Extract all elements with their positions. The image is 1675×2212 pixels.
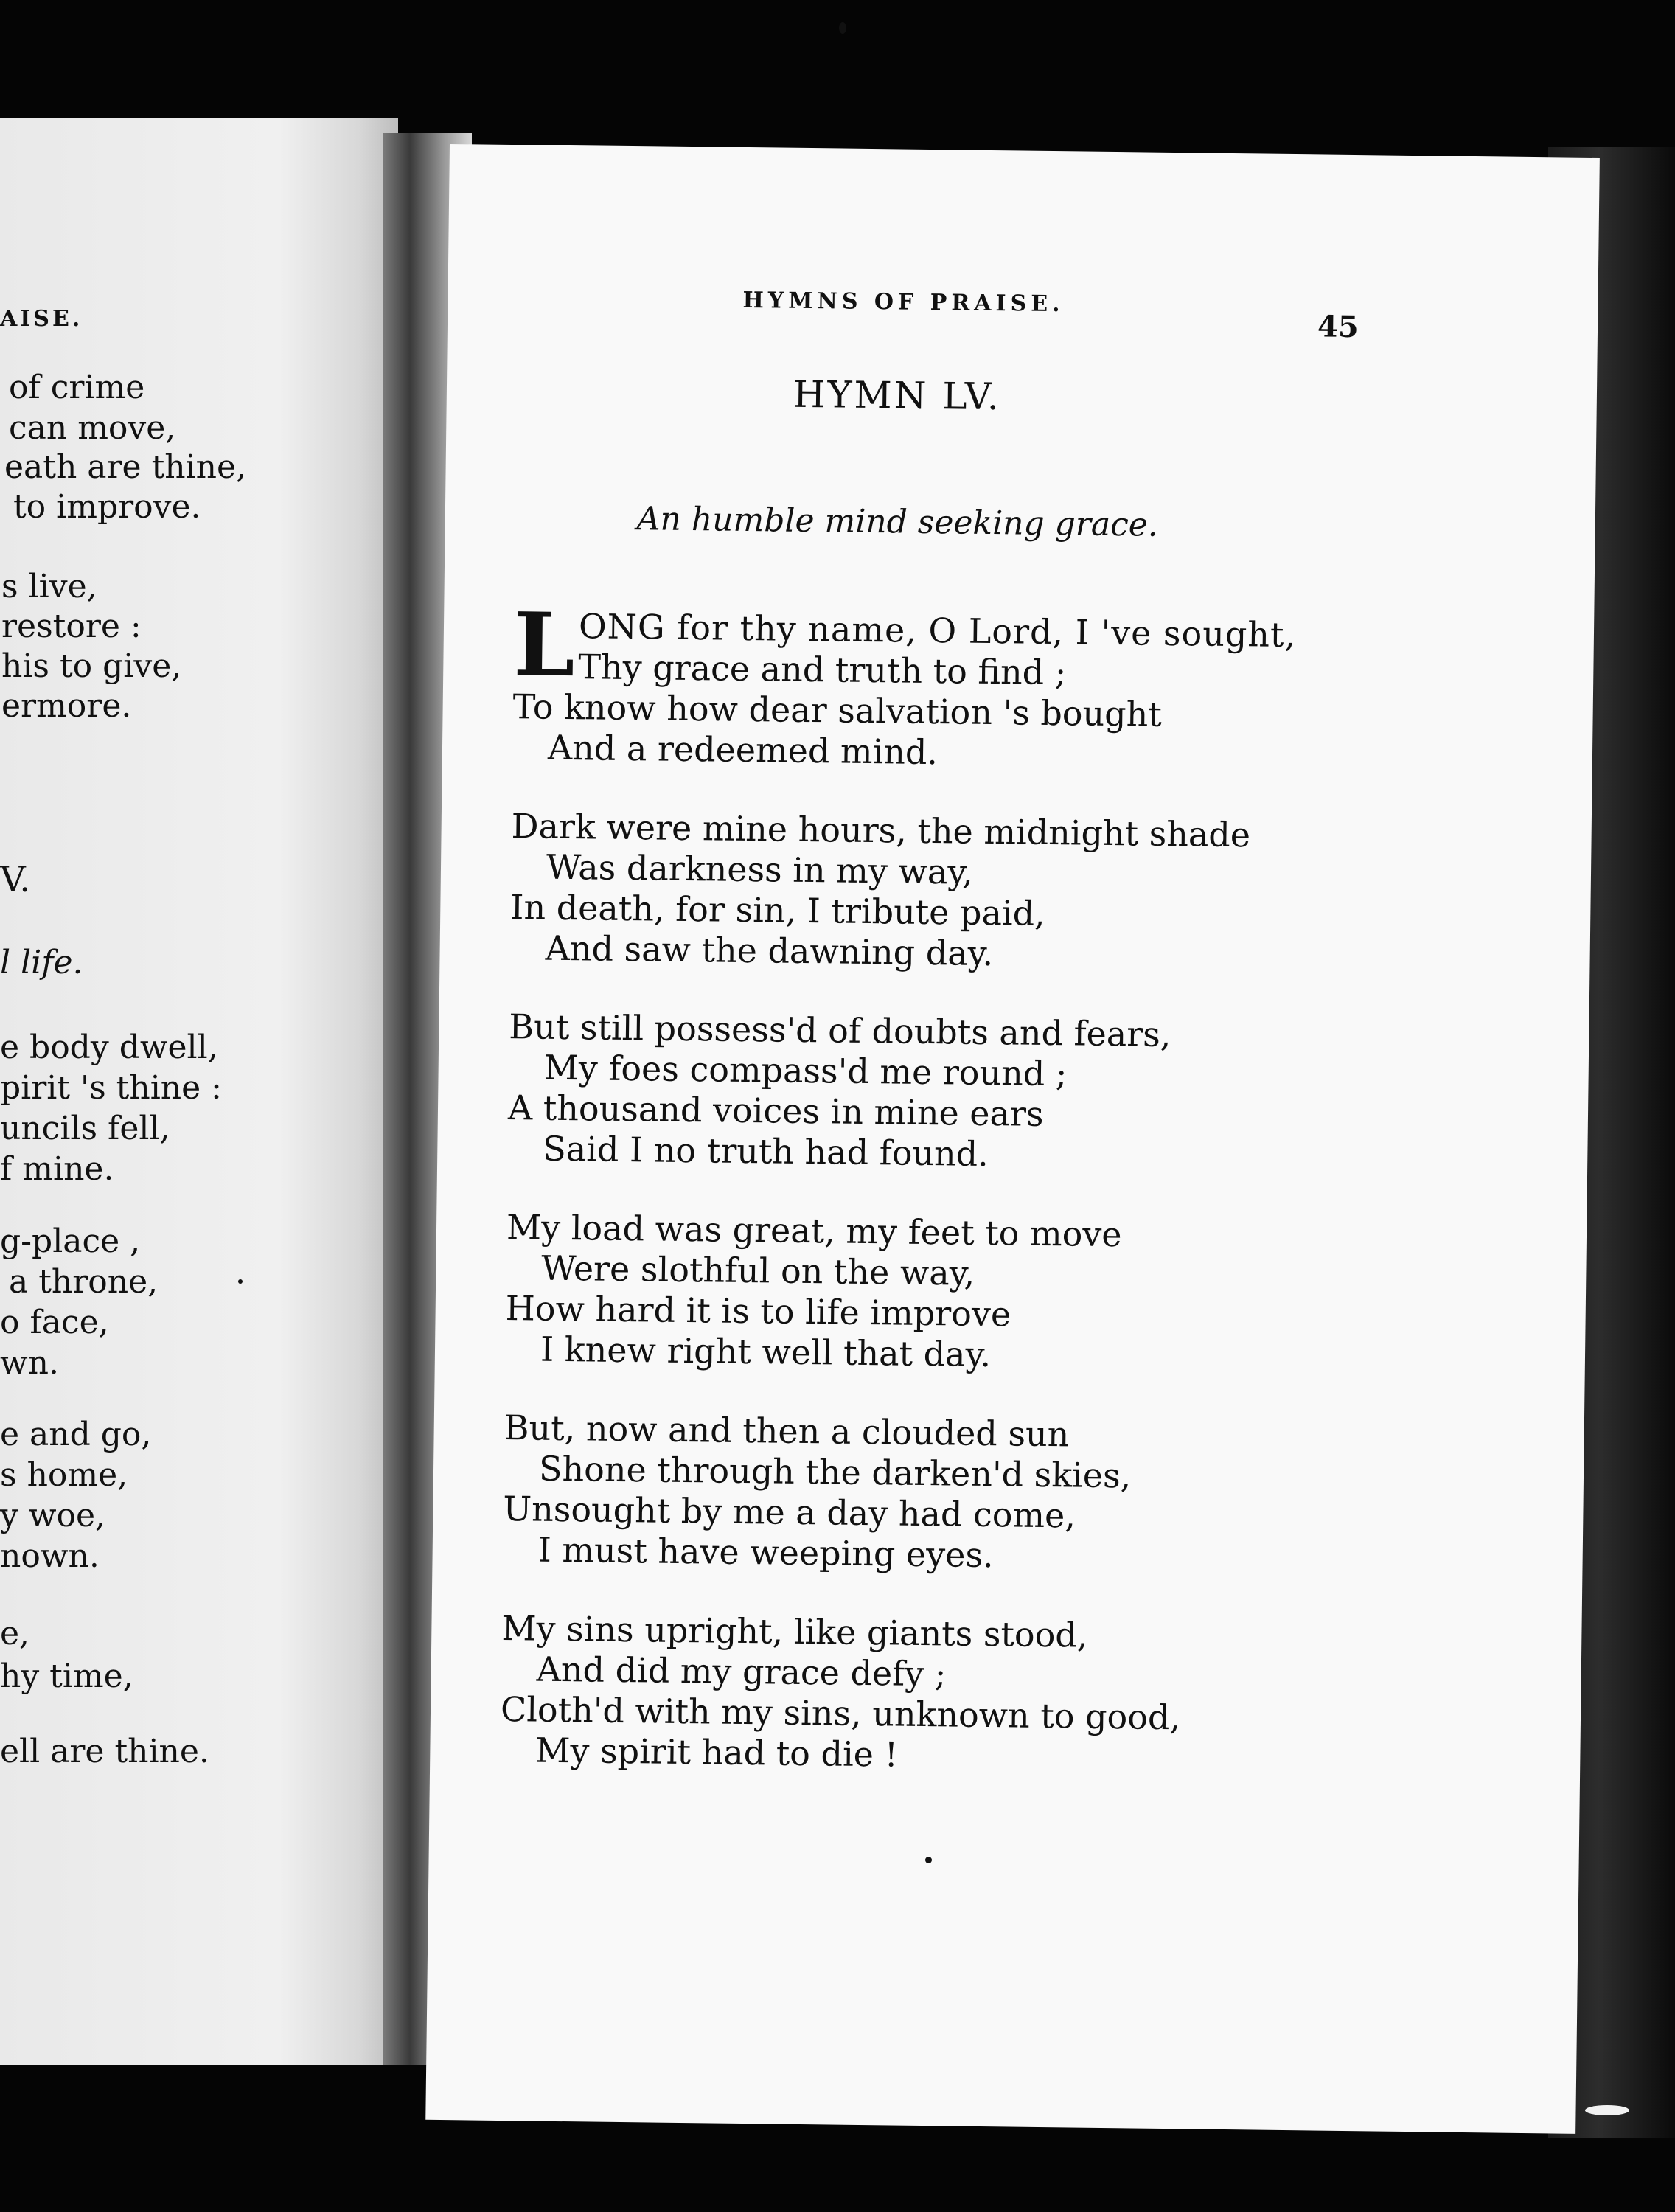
verse-line: And a redeemed mind. [547,727,939,773]
left-line: can move, [9,409,176,447]
verse-line: And saw the dawning day. [545,928,994,974]
stanza [512,593,1326,777]
first-line-text: ONG for thy name, O Lord, I 've sought, [578,606,1297,655]
left-line: s home, [0,1456,128,1494]
left-line: to improve. [13,488,201,526]
right-page [425,144,1600,2134]
left-line: f mine. [0,1150,114,1188]
left-line: his to give, [1,647,182,685]
verse-line: Dark were mine hours, the midnight shade [511,806,1251,855]
verse-line: A thousand voices in mine ears [507,1088,1044,1134]
verse-line: How hard it is to life improve [505,1288,1011,1335]
left-line: e and go, [0,1416,152,1453]
verse-line: But, now and then a clouded sun [504,1408,1070,1455]
left-line: uncils fell, [0,1110,170,1147]
left-page [0,118,398,2065]
verse-line: Was darkness in my way, [546,846,974,892]
stanza [507,1006,1320,1178]
left-line: ermore. [1,687,132,725]
page-number: 45 [1317,309,1359,345]
left-line: e body dwell, [0,1029,218,1066]
stanza [509,806,1323,978]
verse-line: My load was great, my feet to move [506,1207,1122,1255]
left-line: s live, [1,568,97,605]
verse-line: Thy grace and truth to find ; [578,647,1067,693]
hymn-title: HYMN LV. [793,372,1002,419]
stanza [500,1608,1313,1780]
hymn-text [499,593,1325,1818]
verse-line: Said I no truth had found. [543,1128,989,1175]
verse-line: Unsought by me a day had come, [503,1489,1076,1536]
verse-line: Were slothful on the way, [541,1248,975,1293]
left-line: of crime [9,369,145,406]
left-line: g-place , [0,1222,141,1260]
drop-cap: L [512,593,576,697]
left-line: wn. [0,1344,59,1382]
left-line: eath are thine, [4,448,247,486]
verse-line: My foes compass'd me round ; [543,1047,1068,1094]
verse-line: My sins upright, like giants stood, [501,1608,1088,1655]
left-line: y woe, [0,1497,106,1534]
scan-speck [925,1857,932,1863]
left-line: o face, [0,1304,109,1341]
scan-speck [238,1279,243,1284]
scan-speck [1585,2105,1629,2115]
stanza [502,1408,1315,1579]
left-line: pirit 's thine : [0,1069,222,1107]
left-line: a throne, [9,1263,159,1301]
left-subtitle: l life. [0,944,83,981]
stanza [505,1207,1318,1379]
verse-line: In death, for sin, I tribute paid, [510,887,1046,933]
left-hymn-title: V. [0,859,31,900]
verse-line: Shone through the darken'd skies, [538,1448,1132,1496]
verse-line: To know how dear salvation 's bought [512,686,1163,734]
verse-line: Cloth'd with my sins, unknown to good, [500,1689,1181,1738]
scan-speck [839,22,846,34]
running-head: HYMNS OF PRAISE. [742,287,1065,318]
left-running-head: AISE. [0,306,83,332]
verse-line: I knew right well that day. [540,1329,992,1375]
hymn-subtitle: An humble mind seeking grace. [636,500,1159,544]
left-line: nown. [0,1537,100,1575]
left-line: e, [0,1615,30,1652]
left-line: hy time, [0,1658,133,1695]
left-line: restore : [1,608,142,645]
verse-line: And did my grace defy ; [536,1649,947,1694]
left-line: ell are thine. [0,1733,209,1770]
verse-line: I must have weeping eyes. [537,1529,994,1576]
verse-line: But still possess'd of doubts and fears, [509,1006,1171,1055]
verse-line: My spirit had to die ! [535,1730,899,1775]
